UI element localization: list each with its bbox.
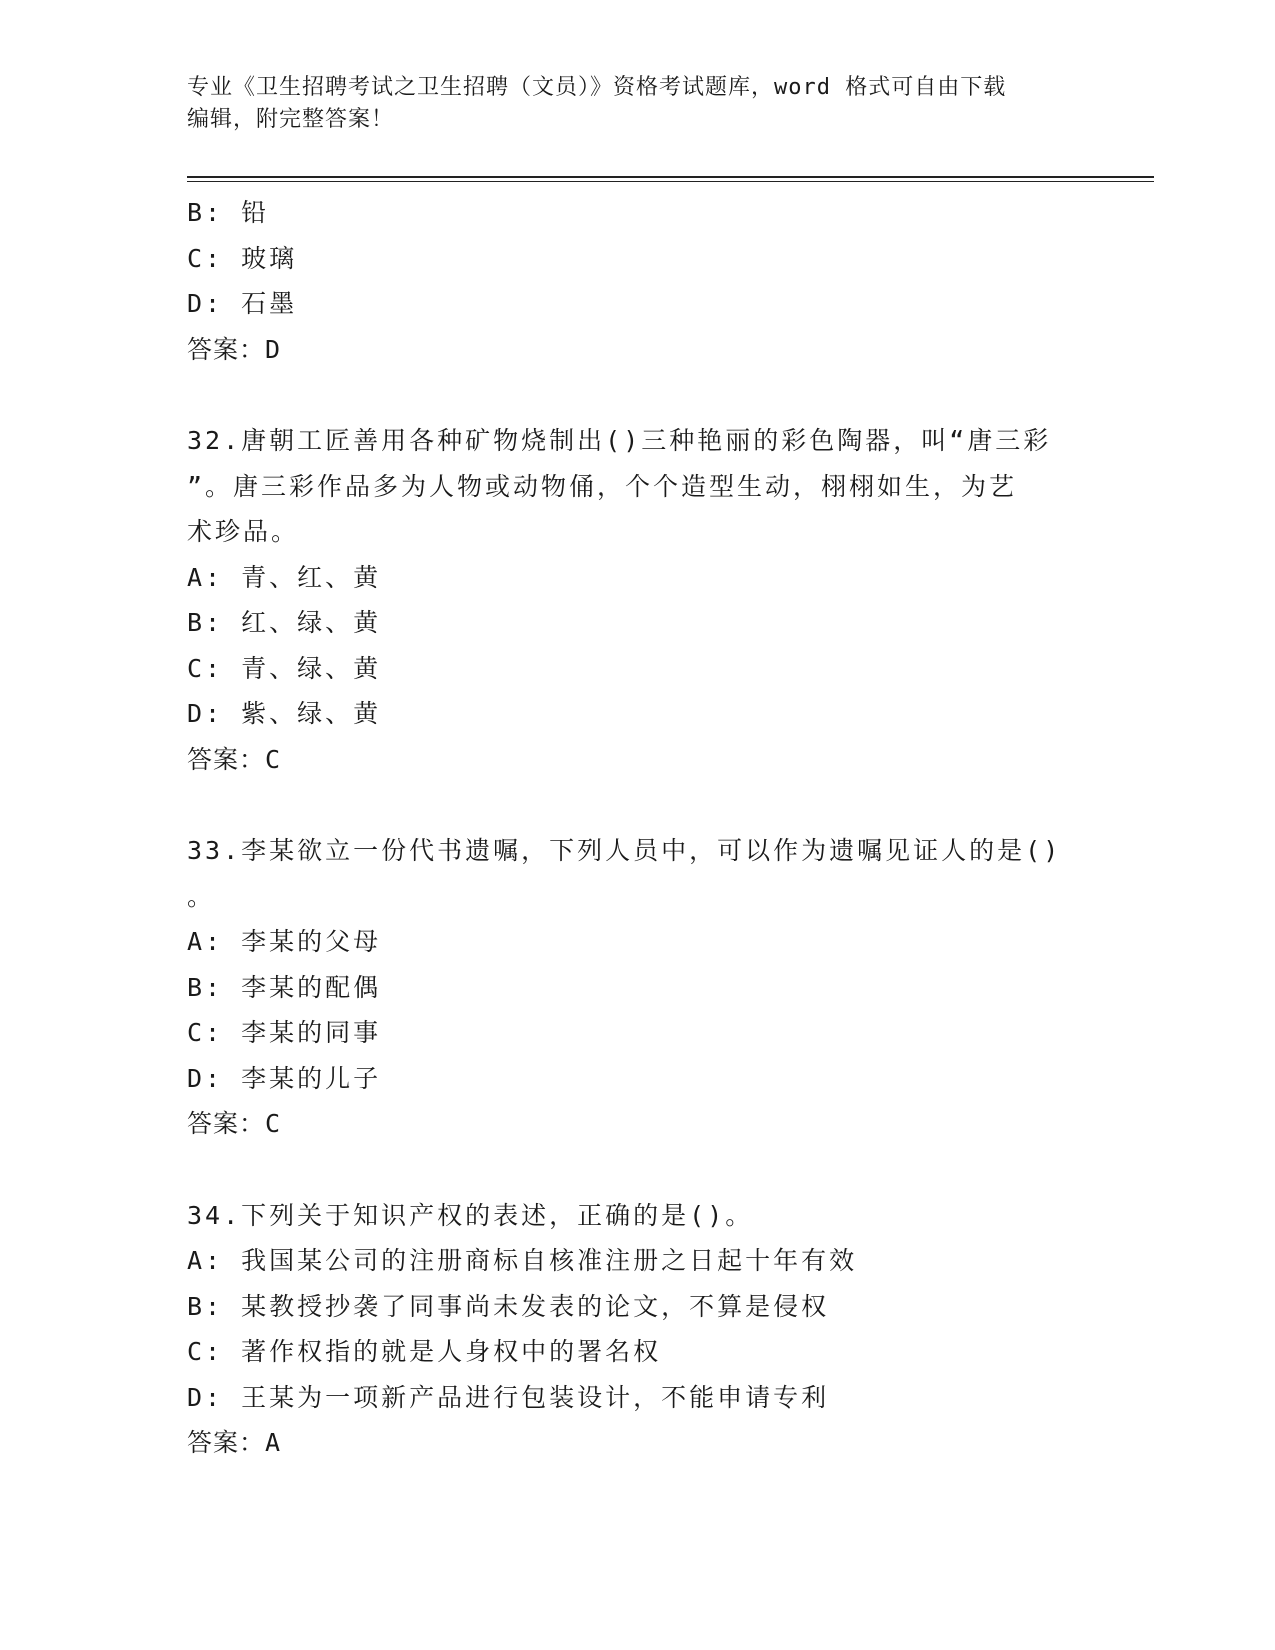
question-text: 33.李某欲立一份代书遗嘱，下列人员中，可以作为遗嘱见证人的是() xyxy=(187,836,1062,865)
spacer xyxy=(187,782,1147,828)
question-text: 32.唐朝工匠善用各种矿物烧制出()三种艳丽的彩色陶器，叫“唐三彩 xyxy=(187,426,1052,455)
option-b: B: 铅 xyxy=(187,198,270,227)
question-text: 34.下列关于知识产权的表述，正确的是()。 xyxy=(187,1200,754,1230)
header-line-2: 编辑，附完整答案！ xyxy=(187,107,395,132)
header-line-1: 专业《卫生招聘考试之卫生招聘（文员）》资格考试题库，word 格式可自由下载 xyxy=(187,75,1007,100)
question-text: 。 xyxy=(187,881,216,911)
question-list xyxy=(187,190,1147,1466)
option-d: D: 石墨 xyxy=(187,289,298,318)
option-b: B: 红、绿、黄 xyxy=(187,608,382,637)
option-a: A: 青、红、黄 xyxy=(187,562,382,592)
header-rule-thin xyxy=(187,181,1154,182)
option-a: A: 我国某公司的注册商标自核准注册之日起十年有效 xyxy=(187,1246,858,1275)
option-a: A: 李某的父母 xyxy=(187,927,382,956)
question-32 xyxy=(187,418,1147,782)
page-header xyxy=(187,72,1087,136)
question-text: 术珍品。 xyxy=(187,517,300,546)
option-b: B: 李某的配偶 xyxy=(187,972,382,1002)
answer: 答案：C xyxy=(187,1109,282,1138)
spacer xyxy=(187,372,1147,418)
option-d: D: 李某的儿子 xyxy=(187,1063,382,1093)
spacer xyxy=(187,1147,1147,1193)
option-c: C: 李某的同事 xyxy=(187,1018,382,1047)
option-c: C: 玻璃 xyxy=(187,243,298,273)
option-c: C: 著作权指的就是人身权中的署名权 xyxy=(187,1337,662,1366)
question-33 xyxy=(187,828,1147,1147)
option-d: D: 紫、绿、黄 xyxy=(187,699,382,728)
answer: 答案：D xyxy=(187,334,282,364)
header-rule-thick xyxy=(187,176,1154,178)
option-c: C: 青、绿、黄 xyxy=(187,653,382,683)
answer: 答案：C xyxy=(187,744,282,774)
question-text: ”。唐三彩作品多为人物或动物俑，个个造型生动，栩栩如生，为艺 xyxy=(187,471,1018,501)
answer: 答案：A xyxy=(187,1428,282,1457)
option-b: B: 某教授抄袭了同事尚未发表的论文，不算是侵权 xyxy=(187,1291,830,1321)
option-d: D: 王某为一项新产品进行包装设计，不能申请专利 xyxy=(187,1382,830,1412)
question-31-tail xyxy=(187,190,1147,372)
question-34 xyxy=(187,1193,1147,1466)
